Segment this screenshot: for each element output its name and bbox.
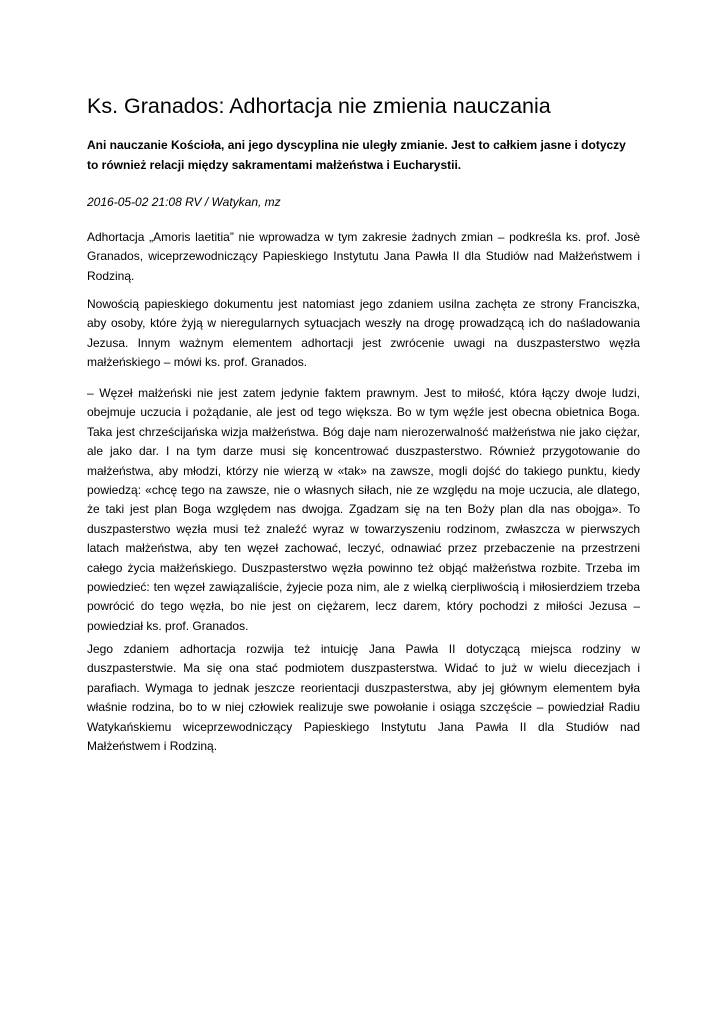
article-paragraph: Nowością papieskiego dokumentu jest natomiast jego zdaniem usilna zachęta ze strony Franciszka, aby osoby, które żyją w nieregularnych sytuacjach weszły na drogę prowadzącą ich do naśladowania Jezusa. Innym ważnym elementem adhortacji jest zwrócenie uwagi na duszpasterstwo węzła małżeńskiego – mówi ks. prof. Granados. <box>87 297 640 370</box>
article-title: Ks. Granados: Adhortacja nie zmienia nauczania <box>87 94 551 118</box>
article-paragraph: – Węzeł małżeński nie jest zatem jedynie faktem prawnym. Jest to miłość, która łączy dwoje ludzi, obejmuje uczucia i pożądanie, ale jest od tego większa. Bo w tym węźle jest obecna obietnica Boga. Taka jest chrześcijańska wizja małżeństwa. Bóg daje nam nierozerwalność małżeństwa nie jako ciężar, ale jako dar. I na tym darze musi się koncentrować duszpasterstwo. Również przygotowanie do małżeństwa, aby młodzi, którzy nie wierzą w «tak» na zawsze, mogli dojść do takiego punktu, kiedy powiedzą: «chcę tego na zawsze, nie o własnych siłach, nie ze względu na moje uczucia, ale dlatego, że taki jest plan Boga względem nas dwojga. Zgadzam się na ten Boży plan dla nas obojga». To duszpasterstwo węzła musi też znaleźć wyraz w towarzyszeniu rodzinom, zwłaszcza w pierwszych latach małżeństwa, aby ten węzeł zachować, leczyć, odnawiać przez przebaczenie na przestrzeni całego życia małżeńskiego. Duszpasterstwo węzła powinno też objąć małżeństwa rozbite. Trzeba im powiedzieć: ten węzeł zawiązaliście, żyjecie poza nim, ale z wielką cierpliwością i miłosierdziem trzeba powrócić do tego węzła, bo nie jest on ciężarem, lecz darem, który pochodzi z miłości Jezusa – powiedział ks. prof. Granados. <box>87 386 640 633</box>
article-paragraph: Adhortacja „Amoris laetitia” nie wprowadza w tym zakresie żadnych zmian – podkreśla ks. prof. Josè Granados, wiceprzewodniczący Papieskiego Instytutu Jana Pawła II dla Studiów nad Małżeństwem i Rodziną. <box>87 230 640 283</box>
article-lead: Ani nauczanie Kościoła, ani jego dyscyplina nie uległy zmianie. Jest to całkiem jasne i dotyczy to również relacji między sakramentami małżeństwa i Eucharystii. <box>87 138 626 172</box>
article-meta: 2016-05-02 21:08 RV / Watykan, mz <box>87 195 281 209</box>
article-paragraph: Jego zdaniem adhortacja rozwija też intuicję Jana Pawła II dotyczącą miejsca rodziny w duszpasterstwie. Ma się ona stać podmiotem duszpasterstwa. Widać to już w wielu diecezjach i parafiach. Wymaga to jednak jeszcze reorientacji duszpasterstwa, aby jej głównym elementem była właśnie rodzina, bo to w niej człowiek realizuje swe powołanie i osiąga szczęście – powiedział Radiu Watykańskiemu wiceprzewodniczący Papieskiego Instytutu Jana Pawła II dla Studiów nad Małżeństwem i Rodziną. <box>87 642 640 754</box>
